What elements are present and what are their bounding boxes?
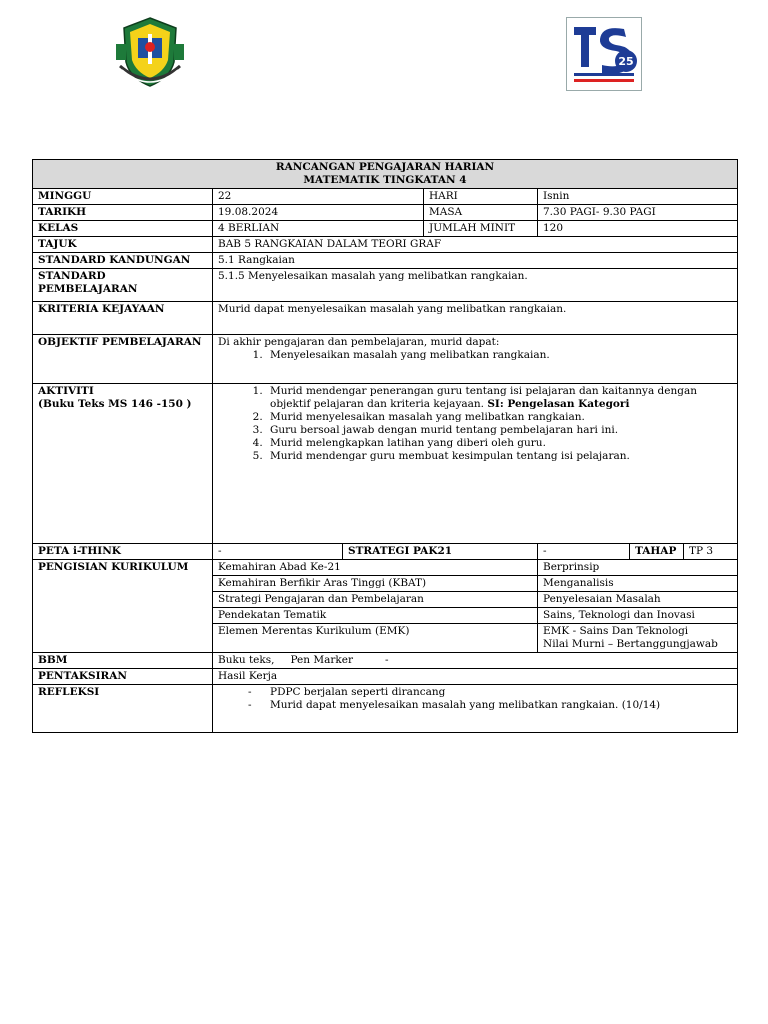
pengisian-item-value-cell <box>538 624 738 653</box>
aktiviti-label: AKTIVITI <box>38 385 94 397</box>
jumlah-minit-label: JUMLAH MINIT <box>424 221 538 237</box>
page-subtitle: MATEMATIK TINGKATAN 4 <box>303 174 467 186</box>
list-item: 5. Murid mendengar guru membuat kesimpulan tentang isi pelajaran. <box>266 450 732 463</box>
minggu-value: 22 <box>213 189 424 205</box>
bbm-item: Pen Marker <box>290 654 354 666</box>
list-item <box>266 385 732 411</box>
kriteria-label: KRITERIA KEJAYAAN <box>33 302 213 335</box>
tajuk-value: BAB 5 RANGKAIAN DALAM TEORI GRAF <box>213 237 738 253</box>
list-item: 2. Murid menyelesaikan masalah yang melibatkan rangkaian. <box>266 411 732 424</box>
tahap-label: TAHAP <box>630 544 684 560</box>
list-item: 1. Menyelesaikan masalah yang melibatkan rangkaian. <box>266 349 732 362</box>
aktiviti-label-cell <box>33 384 213 544</box>
standard-pembelajaran-value: 5.1.5 Menyelesaikan masalah yang melibatkan rangkaian. <box>213 269 738 302</box>
standard-kandungan-value: 5.1 Rangkaian <box>213 253 738 269</box>
kriteria-value: Murid dapat menyelesaikan masalah yang melibatkan rangkaian. <box>213 302 738 335</box>
bbm-item: Buku teks, <box>218 654 275 666</box>
pengisian-item-label: Kemahiran Berfikir Aras Tinggi (KBAT) <box>213 576 538 592</box>
pengisian-item-label: Pendekatan Tematik <box>213 608 538 624</box>
peta-label: PETA i-THINK <box>33 544 213 560</box>
aktiviti-cell <box>213 384 738 544</box>
list-item: 4. Murid melengkapkan latihan yang diberi oleh guru. <box>266 437 732 450</box>
hari-label: HARI <box>424 189 538 205</box>
objektif-label: OBJEKTIF PEMBELAJARAN <box>33 335 213 384</box>
objektif-intro: Di akhir pengajaran dan pembelajaran, murid dapat: <box>218 336 500 348</box>
pengisian-item-label: Elemen Merentas Kurikulum (EMK) <box>213 624 538 653</box>
peta-value: - <box>213 544 343 560</box>
masa-value: 7.30 PAGI- 9.30 PAGI <box>538 205 738 221</box>
pengisian-item-value: Nilai Murni – Bertanggungjawab <box>543 638 718 650</box>
pengisian-item-value: Sains, Teknologi dan Inovasi <box>538 608 738 624</box>
pengisian-item-label: Kemahiran Abad Ke-21 <box>213 560 538 576</box>
pentaksiran-label: PENTAKSIRAN <box>33 669 213 685</box>
jumlah-minit-value: 120 <box>538 221 738 237</box>
tarikh-label: TARIKH <box>33 205 213 221</box>
strategi-label: STRATEGI PAK21 <box>343 544 538 560</box>
pengisian-item-value: EMK - Sains Dan Teknologi <box>543 625 689 637</box>
list-item: - PDPC berjalan seperti dirancang <box>248 686 732 699</box>
standard-pembelajaran-label: STANDARD PEMBELAJARAN <box>33 269 213 302</box>
kelas-label: KELAS <box>33 221 213 237</box>
objektif-list <box>218 349 732 362</box>
kelas-value: 4 BERLIAN <box>213 221 424 237</box>
hari-value: Isnin <box>538 189 738 205</box>
aktiviti-sublabel: (Buku Teks MS 146 -150 ) <box>38 398 192 410</box>
tarikh-value: 19.08.2024 <box>213 205 424 221</box>
pengisian-label: PENGISIAN KURIKULUM <box>33 560 213 653</box>
refleksi-cell <box>213 685 738 733</box>
bbm-label: BBM <box>33 653 213 669</box>
page-title: RANCANGAN PENGAJARAN HARIAN <box>275 161 495 173</box>
standard-kandungan-label: STANDARD KANDUNGAN <box>33 253 213 269</box>
school-crest-logo <box>112 14 188 90</box>
masa-label: MASA <box>424 205 538 221</box>
ts25-logo <box>566 17 642 91</box>
pentaksiran-value: Hasil Kerja <box>213 669 738 685</box>
document-header <box>33 160 738 189</box>
bbm-cell <box>213 653 738 669</box>
pengisian-item-label: Strategi Pengajaran dan Pembelajaran <box>213 592 538 608</box>
minggu-label: MINGGU <box>33 189 213 205</box>
si-label: SI: Pengelasan Kategori <box>487 398 630 410</box>
pengisian-item-value: Menganalisis <box>538 576 738 592</box>
aktiviti-item-text: Murid mendengar penerangan guru tentang isi pelajaran dan kaitannya dengan objektif pelajaran dan kriteria kejayaan. <box>270 385 697 410</box>
svg-text:25: 25 <box>618 55 634 68</box>
pengisian-item-value: Berprinsip <box>538 560 738 576</box>
refleksi-list <box>218 686 732 712</box>
bbm-item: - <box>385 654 389 666</box>
rph-table <box>32 159 738 733</box>
pengisian-item-value: Penyelesaian Masalah <box>538 592 738 608</box>
strategi-value: - <box>538 544 630 560</box>
objektif-cell <box>213 335 738 384</box>
refleksi-label: REFLEKSI <box>33 685 213 733</box>
aktiviti-list <box>218 385 732 463</box>
tajuk-label: TAJUK <box>33 237 213 253</box>
list-item: 3. Guru bersoal jawab dengan murid tentang pembelajaran hari ini. <box>266 424 732 437</box>
tahap-value: TP 3 <box>684 544 738 560</box>
list-item: - Murid dapat menyelesaikan masalah yang melibatkan rangkaian. (10/14) <box>248 699 732 712</box>
